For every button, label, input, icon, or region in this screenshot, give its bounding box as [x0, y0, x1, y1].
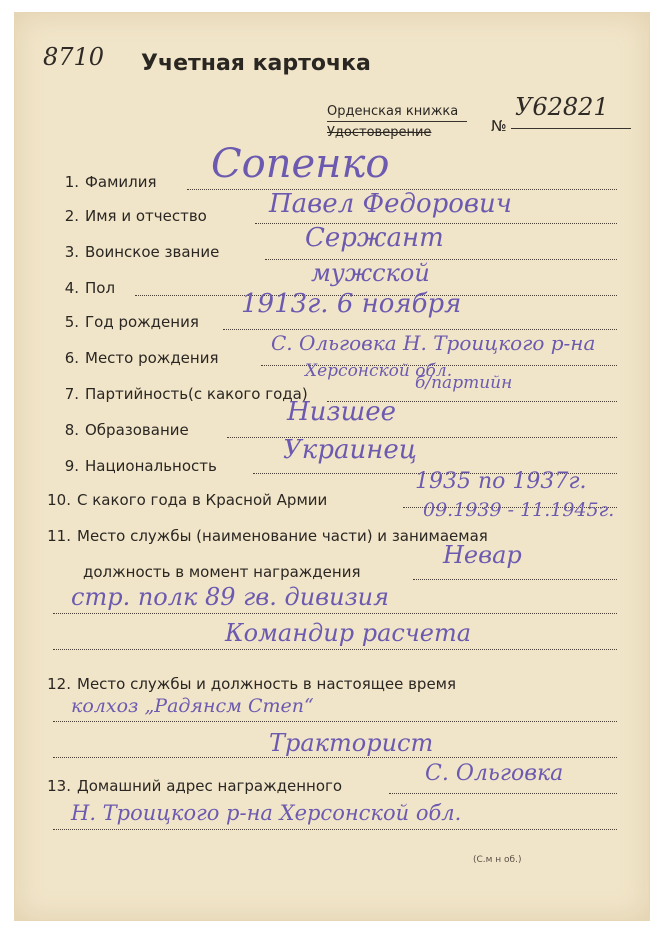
field-2-value: Павел Федорович: [269, 189, 512, 219]
field-2-label: 2. Имя и отчество: [64, 207, 207, 225]
field-11-value-line3: Командир расчета: [225, 619, 472, 647]
field-11-line3: [53, 649, 617, 650]
field-1-label: 1. Фамилия: [64, 173, 157, 191]
field-6-value-line2: Херсонской обл.: [305, 361, 453, 381]
certificate-label-struck: Удостоверение: [327, 125, 432, 140]
field-9-label: 9. Национальность: [64, 457, 217, 475]
field-13-value: С. Ольговка: [425, 761, 564, 786]
field-6-label: 6. Место рождения: [64, 349, 219, 367]
field-11-label: 11. Место службы (наименование части) и занимаемая: [47, 527, 488, 545]
field-10-value: 1935 по 1937г.: [415, 469, 587, 494]
field-1-value: Сопенко: [211, 141, 390, 187]
number-sign: №: [491, 117, 507, 135]
field-12-line: [53, 721, 617, 722]
field-3-label: 3. Воинское звание: [64, 243, 220, 261]
field-10-label: 10. С какого года в Красной Армии: [47, 491, 328, 509]
book-label: Орденская книжка: [327, 104, 459, 119]
field-3-value: Сержант: [305, 223, 444, 253]
book-number: У62821: [515, 93, 609, 121]
field-7-label: 7. Партийность(с какого года): [64, 385, 308, 403]
printer-mark: (С.м н об.): [473, 855, 522, 865]
field-9-value: Украинец: [283, 435, 417, 465]
card-title: Учетная карточка: [141, 51, 371, 76]
field-13-label: 13. Домашний адрес награжденного: [47, 777, 343, 795]
field-11-line: [413, 579, 617, 580]
field-8-value: Низшее: [287, 397, 397, 427]
corner-handwritten-number: 8710: [43, 43, 105, 71]
field-7-value: б/партийн: [415, 373, 513, 393]
field-13-line: [389, 793, 617, 794]
field-13-line2: [53, 829, 617, 830]
field-5-line: [223, 329, 617, 330]
field-8-label: 8. Образование: [64, 421, 189, 439]
field-12-value-line2: Тракторист: [269, 729, 434, 757]
field-11-line2: [53, 613, 617, 614]
book-label-underline: [327, 121, 467, 122]
field-11-period: 09.1939 - 11.1945г.: [423, 499, 615, 521]
field-6-value: С. Ольговка Н. Троицкого р-на: [271, 331, 596, 355]
field-5-label: 5. Год рождения: [64, 313, 199, 331]
field-12-label: 12. Место службы и должность в настоящее время: [47, 675, 457, 693]
field-13-value-line2: Н. Троицкого р-на Херсонской обл.: [71, 801, 462, 825]
book-number-line: [511, 128, 631, 129]
field-11-label-line2: должность в момент награждения: [83, 563, 361, 581]
field-11-value: Невар: [443, 541, 522, 569]
field-5-value: 1913г. 6 ноября: [241, 289, 462, 319]
award-record-card: [14, 12, 650, 921]
field-12-line2: [53, 757, 617, 758]
field-12-value: колхоз „Радянсм Степ“: [71, 695, 314, 717]
field-4-value: мужской: [311, 259, 430, 287]
field-4-label: 4. Пол: [64, 279, 116, 297]
field-11-value-line2: стр. полк 89 гв. дивизия: [71, 583, 390, 611]
